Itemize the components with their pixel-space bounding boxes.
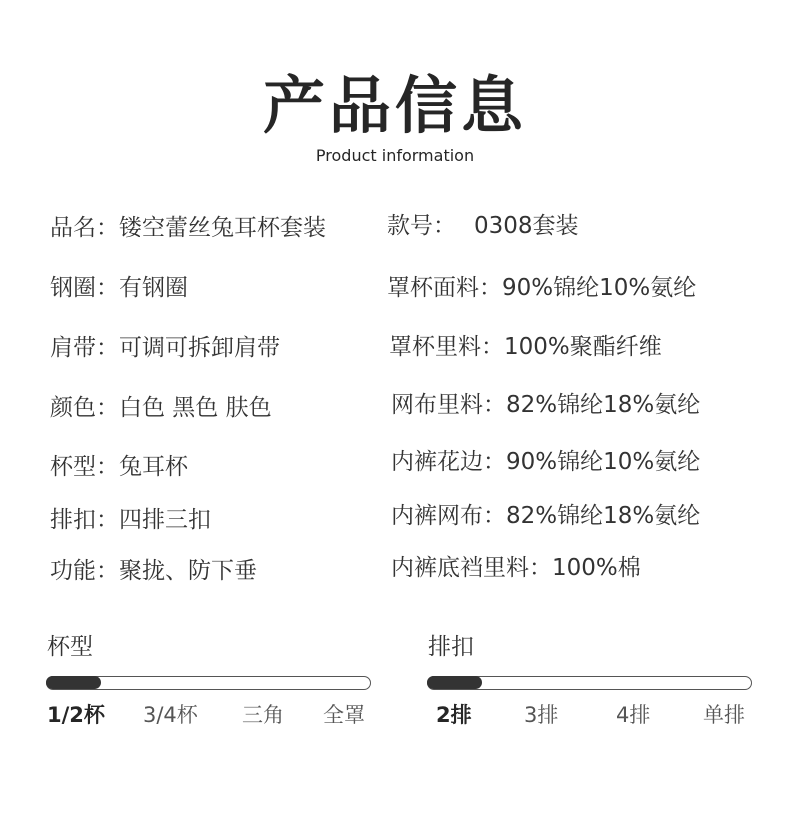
- spec-value: 100%棉: [552, 555, 641, 581]
- spec-hooks: [50, 505, 211, 535]
- spec-strap: [50, 333, 280, 363]
- spec-label: 罩杯里料：: [389, 334, 504, 360]
- cup-selector-title: 杯型: [47, 634, 93, 660]
- hook-selector-fill: [427, 676, 482, 689]
- spec-value: 82%锦纶18%氨纶: [506, 392, 701, 418]
- spec-value: 四排三扣: [119, 507, 211, 533]
- hook-option-2: 2排: [436, 703, 472, 727]
- hook-option-single: 单排: [703, 703, 745, 727]
- spec-label: 排扣：: [50, 507, 119, 533]
- spec-label: 内裤网布：: [391, 503, 506, 529]
- spec-value: 有钢圈: [119, 275, 188, 301]
- cup-option-triangle: 三角: [242, 703, 284, 727]
- page-title: 产品信息: [262, 69, 527, 142]
- spec-label: 杯型：: [50, 454, 119, 480]
- page-subtitle: Product information: [315, 146, 475, 165]
- spec-name: [50, 213, 326, 243]
- spec-cup-type: [50, 452, 188, 482]
- spec-brief-lace: [391, 447, 700, 477]
- spec-value: 0308套装: [474, 213, 579, 239]
- cup-selector-track: [46, 676, 371, 690]
- spec-label: 颜色：: [50, 395, 119, 421]
- spec-value: 100%聚酯纤维: [504, 334, 662, 360]
- spec-value: 90%锦纶10%氨纶: [502, 275, 697, 301]
- spec-mesh-lining: [391, 390, 700, 420]
- spec-label: 肩带：: [50, 335, 119, 361]
- cup-option-three-quarter: 3/4杯: [143, 703, 198, 727]
- spec-label: 品名：: [50, 215, 119, 241]
- spec-function: [50, 556, 257, 586]
- hook-selector-title: 排扣: [428, 634, 474, 660]
- spec-label: 功能：: [50, 558, 119, 584]
- hook-option-4: 4排: [616, 703, 651, 727]
- spec-label: 罩杯面料：: [387, 275, 502, 301]
- spec-value: 兔耳杯: [119, 454, 188, 480]
- spec-brief-mesh: [391, 501, 700, 531]
- cup-selector-fill: [46, 676, 101, 689]
- spec-value: 镂空蕾丝兔耳杯套装: [119, 215, 326, 241]
- spec-label: 网布里料：: [391, 392, 506, 418]
- spec-value: 聚拢、防下垂: [119, 558, 257, 584]
- spec-color: [50, 393, 272, 423]
- hook-option-3: 3排: [524, 703, 559, 727]
- spec-value: 82%锦纶18%氨纶: [506, 503, 701, 529]
- spec-label: 款号：: [387, 213, 456, 239]
- spec-label: 内裤花边：: [391, 449, 506, 475]
- spec-value: 白色 黑色 肤色: [119, 395, 272, 421]
- spec-style-number: [387, 211, 579, 241]
- spec-label: 内裤底裆里料：: [391, 555, 552, 581]
- spec-value: 90%锦纶10%氨纶: [506, 449, 701, 475]
- spec-cup-lining: [389, 332, 662, 362]
- spec-underwire: [50, 273, 188, 303]
- hook-selector-track: [427, 676, 752, 690]
- cup-option-half: 1/2杯: [47, 703, 105, 727]
- spec-brief-gusset: [391, 553, 641, 583]
- spec-label: 钢圈：: [50, 275, 119, 301]
- cup-option-full: 全罩: [323, 703, 365, 727]
- spec-cup-outer-fabric: [387, 273, 696, 303]
- spec-value: 可调可拆卸肩带: [119, 335, 280, 361]
